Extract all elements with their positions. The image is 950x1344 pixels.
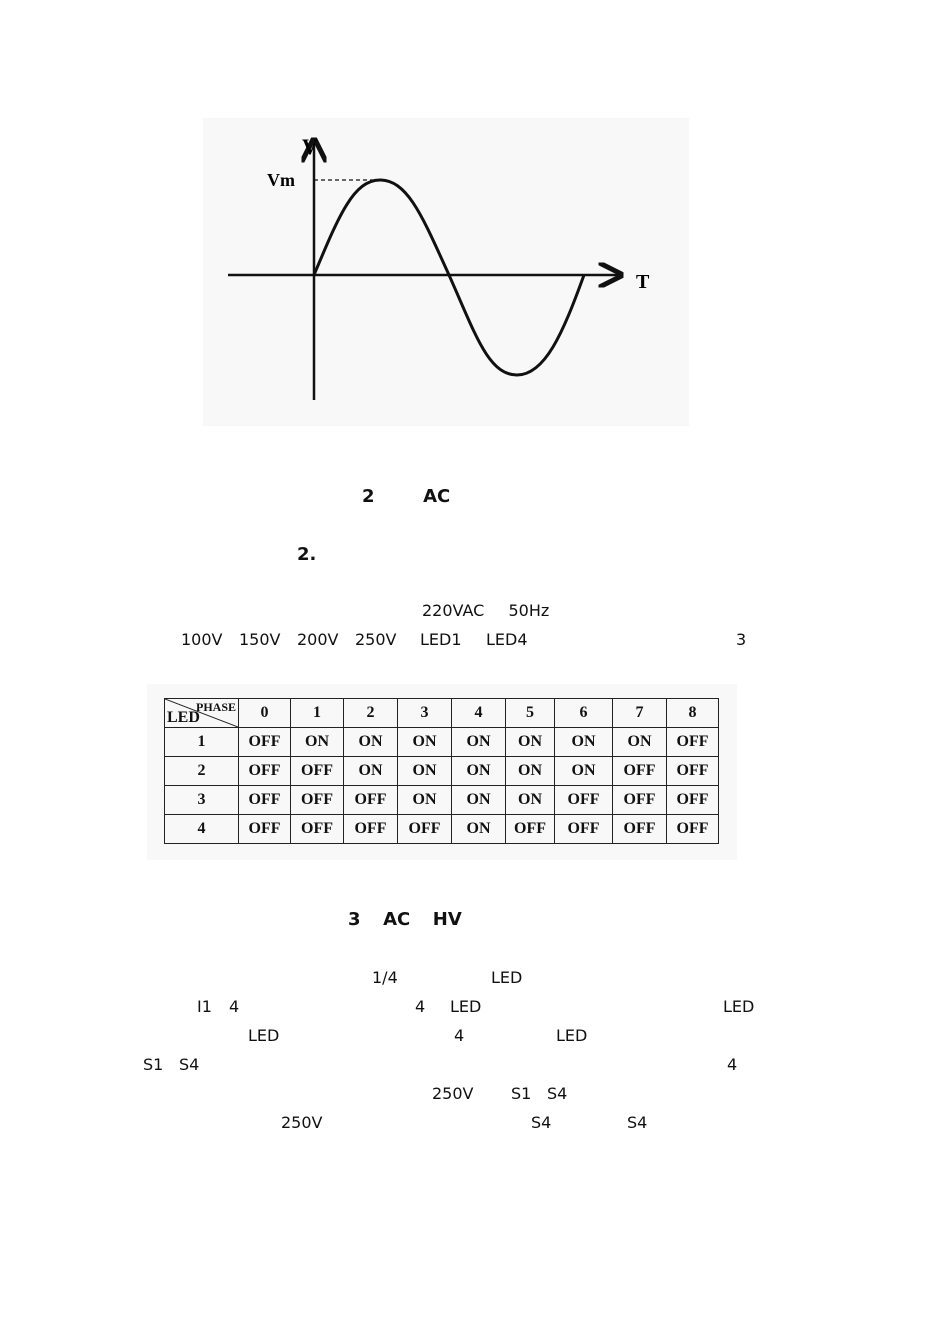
- led-number-cell: 2: [165, 757, 239, 786]
- sine-wave-figure: [203, 118, 689, 426]
- state-cell: OFF: [291, 815, 344, 844]
- para2-text: 250V: [432, 1084, 474, 1103]
- state-cell: OFF: [239, 728, 291, 757]
- text-150v: 150V: [239, 630, 281, 649]
- figure-2-caption: [362, 486, 450, 507]
- para2-text: S4: [531, 1113, 552, 1132]
- text-200v: 200V: [297, 630, 339, 649]
- para2-text: S4: [627, 1113, 648, 1132]
- table-row: [165, 728, 719, 757]
- corner-phase-label: PHASE: [195, 700, 236, 714]
- state-cell: OFF: [506, 815, 555, 844]
- table-header-row: [165, 699, 719, 728]
- state-cell: OFF: [667, 757, 719, 786]
- text-250v: 250V: [355, 630, 397, 649]
- state-cell: ON: [398, 786, 452, 815]
- state-cell: ON: [613, 728, 667, 757]
- state-cell: ON: [506, 786, 555, 815]
- para2-text: 1/4: [372, 968, 398, 987]
- led-number-cell: 3: [165, 786, 239, 815]
- state-cell: ON: [452, 757, 506, 786]
- caption-text-hv: HV: [432, 909, 462, 930]
- state-cell: ON: [344, 757, 398, 786]
- phase-header: 4: [452, 699, 506, 728]
- section-heading: 2.: [297, 544, 317, 565]
- state-cell: OFF: [667, 786, 719, 815]
- state-cell: OFF: [344, 786, 398, 815]
- para2-text: 4: [229, 997, 240, 1016]
- para1-line1: [422, 601, 549, 620]
- caption-text-ac: AC: [383, 909, 411, 930]
- state-cell: OFF: [291, 786, 344, 815]
- state-cell: OFF: [667, 815, 719, 844]
- state-cell: ON: [452, 786, 506, 815]
- peak-label: Vm: [267, 170, 295, 190]
- sine-wave-svg: [203, 118, 689, 426]
- x-axis-label: T: [636, 271, 650, 293]
- state-cell: ON: [506, 728, 555, 757]
- state-cell: OFF: [555, 786, 613, 815]
- para2-text: 4: [454, 1026, 465, 1045]
- para2-text: LED: [556, 1026, 588, 1045]
- voltage-value: 220VAC: [422, 601, 485, 620]
- table-corner-cell: [165, 699, 239, 728]
- state-cell: ON: [291, 728, 344, 757]
- phase-header: 0: [239, 699, 291, 728]
- phase-header: 2: [344, 699, 398, 728]
- text-3: 3: [736, 630, 747, 649]
- para2-text: 4: [727, 1055, 738, 1074]
- state-cell: ON: [398, 728, 452, 757]
- state-cell: OFF: [239, 815, 291, 844]
- state-cell: ON: [506, 757, 555, 786]
- para2-text: S1: [143, 1055, 164, 1074]
- frequency-value: 50Hz: [508, 601, 550, 620]
- para2-text: S4: [179, 1055, 200, 1074]
- sine-curve: [314, 180, 584, 375]
- state-cell: ON: [344, 728, 398, 757]
- para2-text: S4: [547, 1084, 568, 1103]
- para2-text: LED: [450, 997, 482, 1016]
- para2-text: LED: [491, 968, 523, 987]
- y-axis-label: V: [302, 134, 318, 159]
- state-cell: ON: [398, 757, 452, 786]
- state-cell: OFF: [398, 815, 452, 844]
- state-cell: OFF: [667, 728, 719, 757]
- phase-header: 6: [555, 699, 613, 728]
- phase-header: 1: [291, 699, 344, 728]
- state-cell: OFF: [555, 815, 613, 844]
- state-cell: ON: [452, 815, 506, 844]
- corner-led-label: LED: [167, 709, 200, 726]
- para2-text: 4: [415, 997, 426, 1016]
- phase-header: 5: [506, 699, 555, 728]
- state-cell: OFF: [613, 757, 667, 786]
- table-row: [165, 786, 719, 815]
- caption-number: 2: [362, 486, 375, 507]
- led-phase-table-figure: [147, 684, 737, 860]
- phase-header: 3: [398, 699, 452, 728]
- figure-3-caption: [348, 909, 462, 930]
- state-cell: OFF: [344, 815, 398, 844]
- state-cell: OFF: [613, 815, 667, 844]
- para2-text: LED: [723, 997, 755, 1016]
- para1-line2: [181, 630, 751, 652]
- para2-text: S1: [511, 1084, 532, 1103]
- table-row: [165, 815, 719, 844]
- table-row: [165, 757, 719, 786]
- text-100v: 100V: [181, 630, 223, 649]
- phase-header: 8: [667, 699, 719, 728]
- caption-number: 3: [348, 909, 361, 930]
- state-cell: OFF: [239, 786, 291, 815]
- state-cell: ON: [452, 728, 506, 757]
- caption-text: AC: [423, 486, 451, 507]
- state-cell: ON: [555, 728, 613, 757]
- para2: [0, 968, 950, 1148]
- led-phase-table: [164, 698, 719, 844]
- state-cell: ON: [555, 757, 613, 786]
- state-cell: OFF: [613, 786, 667, 815]
- text-led1: LED1: [420, 630, 462, 649]
- text-led4: LED4: [486, 630, 528, 649]
- led-number-cell: 1: [165, 728, 239, 757]
- para2-text: I1: [197, 997, 212, 1016]
- para2-text: LED: [248, 1026, 280, 1045]
- state-cell: OFF: [239, 757, 291, 786]
- led-number-cell: 4: [165, 815, 239, 844]
- phase-header: 7: [613, 699, 667, 728]
- para2-text: 250V: [281, 1113, 323, 1132]
- state-cell: OFF: [291, 757, 344, 786]
